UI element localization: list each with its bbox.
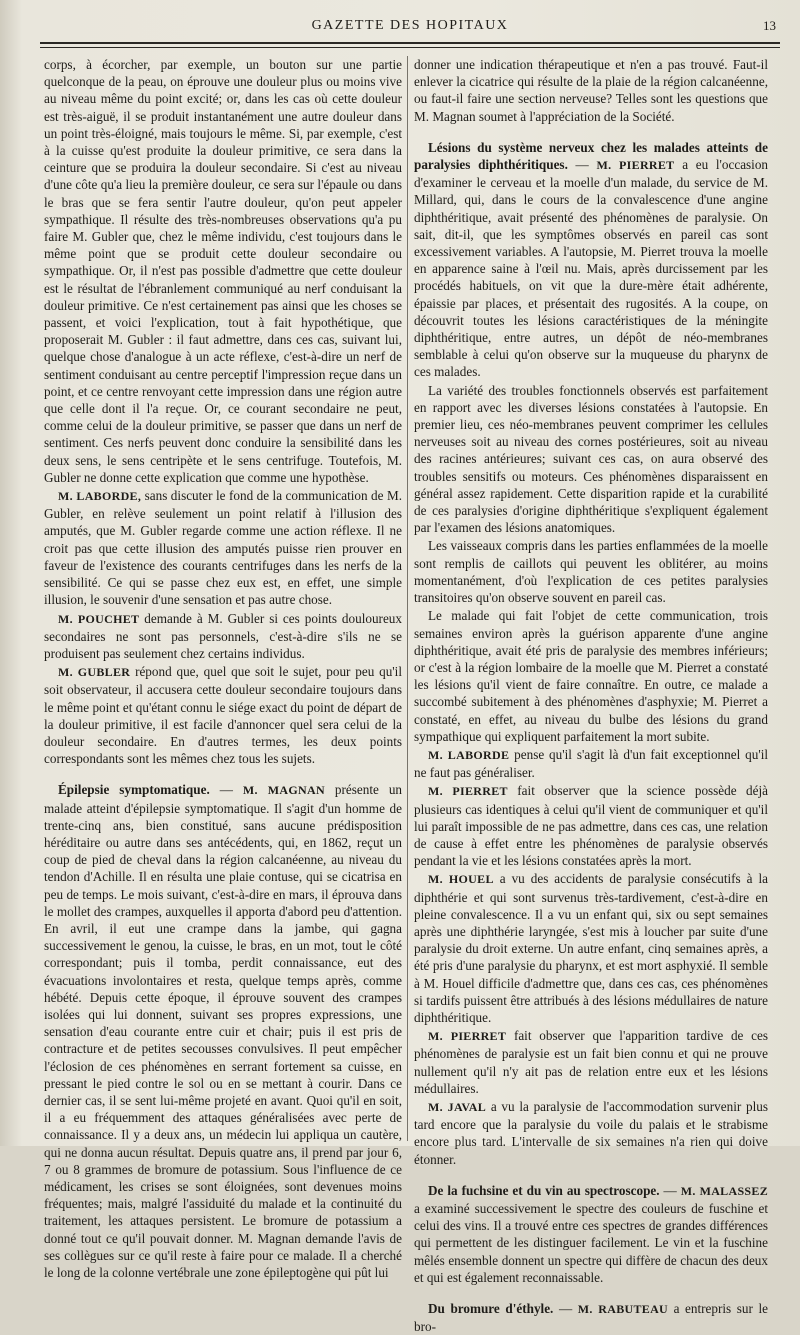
paragraph-text: a vu la paralysie de l'accommodation survenir plus tard encore que la paralysie du voile du palais et le strabisme encore plus tard. L'intervalle de six semaines n'a rien qui doive étonner. — [414, 1098, 768, 1167]
section-paragraph: Du bromure d'éthyle. — M. RABUTEAU a entrepris sur le bro- — [414, 1301, 768, 1335]
speaker-name: M. MAGNAN — [242, 783, 325, 798]
paragraph: corps, à écorcher, par exemple, un bouton sur une partie quelconque de la peau, on éprouve une douleur plus ou moins vive au niveau même du point excité; or, dans les cas où cette douleur est très-aiguë, il se produit instantanément une autre douleur dans un point très-éloigné, mais toujours le même. Si, par exemple, c'est à la cuisse qu'est produite la douleur primitive, ce sera dans la ceinture que se produira la douleur secondaire. Si c'est au niveau d'une côte qu'a lieu la première douleur, ce sera sur l'épaule ou dans le bras que se fera sentir l'autre douleur, qu'on peut appeler sympathique. Il résulte des très-nombreuses observations qu'a pu faire M. Gubler que, chez le même individu, c'est toujours dans le même point que se produit cette douleur secondaire ou sympathique. Or, il n'est pas possible d'admettre que cette douleur est le résultat de l'ébranlement communiqué au nerf conduisant la douleur primitive. Ce n'est certainement pas ainsi que les choses se passent, et voici l'explication, tout à fait hypothétique, que proposerait M. Gubler : il faut admettre, dans ces cas, suivant lui, quelque chose d'analogue à un acte réflexe, c'est-à-dire un nerf de sentiment conduisant au centre perceptif l'impression reçue dans un point, et ce centre renvoyant cette impression dans une région autre que celle dont il l'a reçue. Or, ce courant secondaire ne peut, comme celui de la douleur primitive, se passer que dans un nerf de sentiment. Ces nerfs peuvent donc conduire la sensibilité dans les deux sens, le sens centripète et le sens centrifuge. Toutefois, M. Gubler ne donne cette explication que comme une hypothèse. — [44, 57, 402, 485]
paragraph — [414, 782, 768, 869]
paragraph-text: pense qu'il s'agit là d'un fait exceptionnel qu'il ne faut pas généraliser. — [414, 746, 769, 781]
paragraph — [44, 610, 402, 663]
paragraph-text: fait observer que la science possède déjà plusieurs cas identiques à celui qu'il vient de communiquer et qu'il lui paraît impossible de ne pas admettre, dans ces cas, une relation de cause à effet entre les phénomènes de paralysie observés pendant la vie et les lésions constatées après la mort. — [414, 783, 769, 869]
paragraph — [414, 1027, 768, 1097]
paragraph — [414, 746, 768, 781]
speaker-name: M. PIERRET — [596, 158, 675, 173]
speaker-name: M. RABUTEAU — [577, 1302, 668, 1317]
left-column — [44, 56, 403, 1281]
column-divider — [407, 56, 408, 1141]
paragraph-text: fait observer que l'apparition tardive de ces phénomènes de paralysie est un fait bien connu et qui ne prouve nullement qu'il n'y ait pas de relation entre eux et les lésions médullaires. — [414, 1028, 769, 1096]
section-heading: Lésions du système nerveux chez les malades atteints de paralysies diphthéritiques. — [414, 139, 768, 173]
speaker-name: M. HOUEL — [428, 872, 494, 887]
paragraph: Le malade qui fait l'objet de cette communication, trois semaines environ après la guérison apparente d'une angine diphthéritique, avait été pris de paralysie des membres inférieurs; or c'est à la région lombaire de la moelle que M. Pierret a constaté les lésions qu'il vient de faire connaître. En outre, ce malade a succombé subitement à des phénomènes d'asphyxie; M. Pierret a constaté, en effet, au niveau du bulbe des lésions du grand sympathique qui expliquent parfaitement la mort subite. — [414, 608, 768, 744]
section-paragraph: Lésions du système nerveux chez les malades atteints de paralysies diphthéritiques. — M. PIERRET a eu l'occasion d'examiner le cerveau et la moelle d'un malade, du service de M. Millard, qui, dans le cours de la convalescence d'une angine diphthéritique, avait présenté des phénomènes de paralysie. On sait, dit-il, que les symptômes observés en pareil cas sont excessivement variables. A l'autopsie, M. Pierret trouva la moelle en apparence saine à l'œil nu. Mais, après durcissement par les procédés habituels, on vit que la dure-mère était adhérente, épaissie par places, et présentait des rugosités. A la coupe, on découvrit toutes les lésions caractéristiques de la méningite diphthéritique, entre autres, un dépôt de néo-membranes semblable à celui qu'on observe sur la muqueuse du pharynx de ces malades. — [414, 139, 769, 380]
speaker-name: M. PIERRET — [428, 784, 508, 799]
speaker-name: M. PIERRET — [428, 1029, 507, 1044]
speaker-name: M. MALASSEZ — [680, 1183, 768, 1198]
paragraph: donner une indication thérapeutique et n'en a pas trouvé. Faut-il enlever la cicatrice qui résulte de la plaie de la région calcanéenne, ou faut-il faire une section nerveuse? Telles sont les questions que M. Magnan soumet à l'appréciation de la Société. — [414, 57, 768, 124]
paragraph — [44, 663, 402, 767]
section-heading: De la fuchsine et du vin au spectroscope. — [428, 1182, 660, 1198]
speaker-name: M. POUCHET — [58, 611, 140, 626]
paragraph — [414, 1098, 768, 1168]
paragraph: La variété des troubles fonctionnels observés est parfaitement en rapport avec les diverses lésions constatées à l'autopsie. En premier lieu, ces néo-membranes peuvent comprimer les cellules nerveuses soit au niveau des cornes postérieures, soit au niveau des racines antérieures; suivant ces cas, on aura observé des troubles sensitifs ou moteurs. Ces phénomènes disparaissent en général assez rapidement. Cette disparition rapide et la curabilité de ces paralysies d'origine diphthéritique s'expliquent également par l'examen des lésions anatomiques. — [414, 382, 768, 536]
page-header — [40, 18, 780, 40]
section-heading: Du bromure d'éthyle. — [428, 1301, 554, 1317]
speaker-name: M. LABORDE, — [58, 489, 142, 504]
header-rule-thin — [40, 47, 780, 48]
paragraph-text: a eu l'occasion d'examiner le cerveau et la moelle d'un malade, du service de M. Millard, qui, dans le cours de la convalescence d'une angine diphthéritique, avait présenté des phénomènes de paralysie. On sait, dit-il, que les symptômes observés en pareil cas sont excessivement variables. A l'autopsie, M. Pierret trouva la moelle en apparence saine à l'œil nu. Mais, après durcissement par les procédés habituels, on vit que la dure-mère était adhérente, épaissie par places, et présentait des rugosités. A la coupe, on découvrit toutes les lésions caractéristiques de la méningite diphthéritique, entre autres, un dépôt de néo-membranes semblable à celui qu'on observe sur la muqueuse du pharynx de ces malades. — [414, 157, 769, 380]
paragraph-text: répond que, quel que soit le sujet, pour peu qu'il soit observateur, il accusera cette douleur secondaire toujours dans le même point et qu'étant connu le siége exact du point de départ de la douleur primitive, il est facile d'annoncer quel sera celui de la douleur secondaire. En d'autres termes, les deux points correspondants sont les mêmes chez tous les sujets. — [44, 664, 402, 767]
paragraph-text: a examiné successivement le spectre des couleurs de fuschine et celui des vins. Il a trouvé entre ces spectres de grandes différences qui permettent de les distinguer facilement. Le vin et la fuschine mêlés ensemble donnent un spectre qui diffère de chacun des deux et qui est également reconnaissable. — [414, 1201, 768, 1285]
paragraph-text: présente un malade atteint d'épilepsie symptomatique. Il s'agit d'un homme de trente-cinq ans, bien constitué, sans aucune prédisposition héréditaire ou autre dans ses antécédents, qui, en 1862, reçut un coup de pied de cheval dans la région calcanéenne, au niveau du tendon d'Achille. Il en résulta une plaie contuse, qui se cicatrisa en peu de temps. Le mois suivant, c'est-à-dire en mars, il éprouva dans le mollet des crampes, auxquelles il apporta d'abord peu d'attention. En avril, il eut une crampe dans la jambe, qui gagna successivement le genou, la cuisse, le bras, en un mot, tout le côté correspondant; puis il tomba, perdit connaissance, eut des évacuations involontaires et resta, quelque temps après, comme hébété. Depuis cette époque, il éprouve souvent des crampes isolées qui lui donnent, suivant ses propres expressions, une sensation d'eau courante entre cuir et chair; puis il est pris de contracture et de petites secousses convulsives. Il peut empêcher l'éclosion de ces phénomènes en serrant fortement sa cuisse, en pressant le pied contre le sol ou en se mettant à courir. Dans ce dernier cas, il se sent lui-même projeté en avant. Quoi qu'il en soit, il a eu fréquemment des attaques généralisées avec perte de connaissance. Il y a deux ans, un médecin lui appliqua un cautère, qui ne donna aucun résultat. Depuis quatre ans, il prend par jour 6, 7 ou 8 grammes de bromure de potassium. Sous l'influence de ce médicament, les crises se sont éloignées, sont devenues moins fréquentes; mais, malgré l'assiduité du malade et la continuité du traitement, les attaques persistent. Le bromure de potassium a donné tout ce qu'il pouvait donner. M. Magnan demande l'avis de ses collègues sur ce qu'il reste à faire pour ce malade. Il a cherché le long de la colonne vertébrale une zone épileptogène qui pût lui — [44, 782, 403, 1281]
section-paragraph: De la fuchsine et du vin au spectroscope. — M. MALASSEZ a examiné successivement le spectre des couleurs de fuschine et celui des vins. Il a trouvé entre ces spectres de grandes différences qui permettent de les distinguer facilement. Le vin et la fuschine mêlés ensemble donnent un spectre qui diffère de chacun des deux et qui est également reconnaissable. — [414, 1182, 768, 1285]
header-rule-thick — [40, 42, 780, 44]
speaker-name: M. GUBLER — [58, 665, 131, 680]
paragraph — [414, 870, 768, 1026]
right-column — [414, 56, 769, 1335]
paragraph-text: sans discuter le fond de la communication de M. Gubler, en relève seulement un point relatif à l'illusion des amputés, que M. Gubler regarde comme une action réflexe. Il ne croit pas que cette illusion des amputés puisse rien prouver en faveur de l'existence des courants centrifuges dans les nerfs de la sensibilité. Ce qui se passe chez eux est, en effet, une simple illusion, le souvenir d'une sensation et pas autre chose. — [44, 488, 402, 608]
paragraph-text: demande à M. Gubler si ces points douloureux secondaires ne sont pas personnels, c'est-à-dire s'ils ne se produisent pas seulement chez certains individus. — [44, 610, 402, 661]
paragraph: Les vaisseaux compris dans les parties enflammées de la moelle sont remplis de caillots qui peuvent les oblitérer, au moins momentanément, d'où l'explication de ces petites paralysies transitoires qu'on observe souvent en pareil cas. — [414, 538, 768, 606]
section-heading: Épilepsie symptomatique. — [58, 782, 210, 798]
page-number: 13 — [763, 18, 776, 33]
paragraph-text: a entrepris sur le bro- — [414, 1301, 768, 1335]
paragraph-text: a vu des accidents de paralysie consécutifs à la diphthérie et qui sont survenus très-tardivement, c'est-à-dire en pleine convalescence. Il a vu un enfant qui, six ou sept semaines après une diphthérie laryngée, s'est mis à loucher par suite d'une paralysie du droit externe. Un autre enfant, cinq semaines après, a été pris d'une paralysie du pharynx, et est mort asphyxié. Il semble à M. Houel difficile d'admettre que, dans ces cas, ces phénomènes si tardifs puissent être attribués à des lésions médullaires de nature diphthéritique. — [414, 871, 769, 1025]
journal-title: GAZETTE DES HOPITAUX — [311, 18, 509, 33]
speaker-name: M. JAVAL — [428, 1099, 487, 1114]
section-paragraph: Épilepsie symptomatique. — M. MAGNAN présente un malade atteint d'épilepsie symptomatique. Il s'agit d'un homme de trente-cinq ans, bien constitué, sans aucune prédisposition héréditaire ou autre dans ses antécédents, qui, en 1862, reçut un coup de pied de cheval dans la région calcanéenne, au niveau du tendon d'Achille. Il en résulta une plaie contuse, qui se cicatrisa en peu de temps. Le mois suivant, c'est-à-dire en mars, il éprouva dans le mollet des crampes, auxquelles il apporta d'abord peu d'attention. En avril, il eut une crampe dans la jambe, qui gagna successivement le genou, la cuisse, le bras, en un mot, tout le côté correspondant; puis il tomba, perdit connaissance, eut des évacuations involontaires et resta, quelque temps après, comme hébété. Depuis cette époque, il éprouve souvent des crampes isolées qui lui donnent, suivant ses propres expressions, une sensation d'eau courante entre cuir et chair; puis il est pris de contracture et de petites secousses convulsives. Il peut empêcher l'éclosion de ces phénomènes en serrant fortement sa cuisse, en pressant le pied contre le sol ou en se mettant à courir. Dans ce dernier cas, il se sent lui-même projeté en avant. Quoi qu'il en soit, il a eu fréquemment des attaques généralisées avec perte de connaissance. Il y a deux ans, un médecin lui appliqua un cautère, qui ne donna aucun résultat. Depuis quatre ans, il prend par jour 6, 7 ou 8 grammes de bromure de potassium. Sous l'influence de ce médicament, les crises se sont éloignées, sont devenues moins fréquentes; mais, malgré l'assiduité du malade et la continuité du traitement, les attaques persistent. Le bromure de potassium a donné tout ce qu'il pouvait donner. M. Magnan demande l'avis de ses collègues sur ce qu'il reste à faire pour ce malade. Il a cherché le long de la colonne vertébrale une zone épileptogène qui pût lui — [44, 782, 403, 1281]
speaker-name: M. LABORDE — [428, 747, 510, 762]
paragraph — [44, 487, 402, 608]
